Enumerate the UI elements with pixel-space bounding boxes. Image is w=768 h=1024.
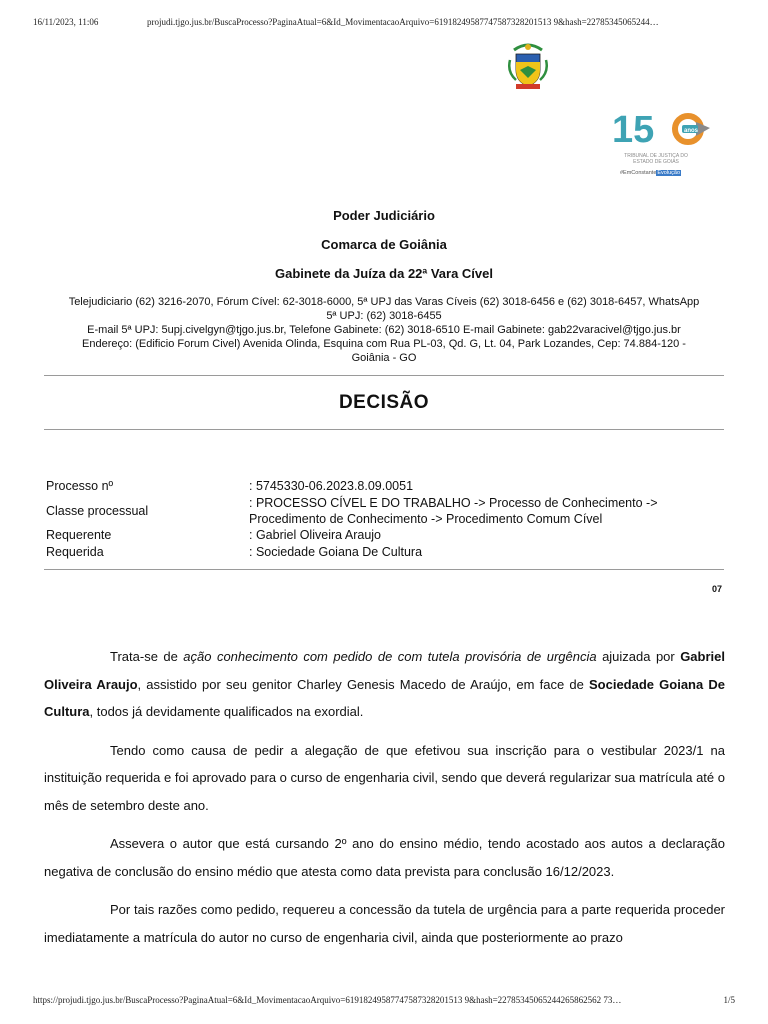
contact-line-address: Endereço: (Edificio Forum Civel) Avenida Olinda, Esquina com Rua PL-03, Qd. G, Lt. 04, Park Lozandes, Cep: 74.884-120 - — [82, 338, 686, 350]
svg-text:anos: anos — [684, 128, 699, 134]
paragraph-3: Assevera o autor que está cursando 2º ano do ensino médio, tendo acostado aos autos a declaração negativa de conclusão do ensino médio que atesta como data prevista para conclusão 16/12/2023. — [44, 836, 725, 879]
logo-court-line2: ESTADO DE GOIÁS — [633, 159, 679, 165]
header-line-office: Gabinete da Juíza da 22ª Vara Cível — [275, 266, 493, 281]
document-code: 07 — [712, 584, 723, 594]
requerente-value: : Gabriel Oliveira Araujo — [249, 528, 382, 542]
print-header-url: projudi.tjgo.jus.br/BuscaProcesso?PaginaAtual=6&Id_MovimentacaoArquivo=61918249587747587328201513 9&hash=22785345065244… — [147, 17, 659, 27]
processo-value: : 5745330-06.2023.8.09.0051 — [249, 479, 414, 493]
case-row-classe — [46, 495, 726, 527]
case-row-requerida — [46, 544, 726, 560]
requerente-label: Requerente — [46, 528, 112, 542]
page-number: 1/5 — [723, 995, 735, 1005]
paragraph-4: Por tais razões como pedido, requereu a concessão da tutela de urgência para a parte requerida proceder imediatamente a matrícula do autor no curso de engenharia civil, ainda que posteriormente ao prazo — [44, 902, 725, 945]
svg-text:15: 15 — [612, 109, 655, 151]
divider-case — [44, 569, 724, 570]
print-datetime: 16/11/2023, 11:06 — [33, 17, 99, 27]
contact-line-whatsapp: 5ª UPJ: (62) 3018-6455 — [326, 310, 442, 322]
logo-court-line1: TRIBUNAL DE JUSTIÇA DO — [624, 153, 688, 159]
header-line-judiciary: Poder Judiciário — [333, 208, 435, 223]
anniversary-logo — [612, 108, 712, 180]
contact-line-phones: Telejudiciario (62) 3216-2070, Fórum Cível: 62-3018-6000, 5ª UPJ das Varas Cíveis (62) 3018-6456 e (62) 3018-6457, WhatsApp — [68, 296, 700, 308]
case-row-processo — [46, 478, 726, 494]
decision-body — [44, 643, 725, 962]
contact-block — [44, 295, 724, 365]
header-line-district: Comarca de Goiânia — [321, 237, 447, 252]
processo-label: Processo nº — [46, 479, 114, 493]
divider-title — [44, 429, 724, 430]
paragraph-2: Tendo como causa de pedir a alegação de que efetivou sua inscrição para o vestibular 2023/1 na instituição requerida e foi aprovado para o curso de engenharia civil, sendo que deverá regularizar sua matrícula até o mês de setembro deste ano. — [44, 742, 725, 813]
requerida-value: : Sociedade Goiana De Cultura — [249, 545, 423, 559]
contact-line-city: Goiânia - GO — [351, 352, 417, 364]
coat-of-arms-icon — [508, 40, 548, 92]
requerida-label: Requerida — [46, 545, 104, 559]
print-footer-url: https://projudi.tjgo.jus.br/BuscaProcesso?PaginaAtual=6&Id_MovimentacaoArquivo=61918249587747587328201513 9&hash=22785345065244265862562 73… — [33, 995, 622, 1005]
classe-value: : PROCESSO CÍVEL E DO TRABALHO -> Processo de Conhecimento -> Procedimento de Conhecimento -> Procedimento Comum Cível — [249, 496, 658, 526]
paragraph-1: Trata-se de ação conhecimento com pedido de com tutela provisória de urgência ajuizada por Gabriel Oliveira Araujo, assistido por seu genitor Charley Genesis Macedo de Araújo, em face de Sociedade Goiana De Cultura, todos já devidamente qualificados na exordial. — [44, 649, 725, 719]
classe-label: Classe processual — [46, 504, 149, 518]
case-row-requerente — [46, 527, 726, 543]
document-title: DECISÃO — [338, 392, 430, 413]
divider-top — [44, 375, 724, 376]
contact-line-emails: E-mail 5ª UPJ: 5upj.civelgyn@tjgo.jus.br, Telefone Gabinete: (62) 3018-6510 E-mail Gabinete: gab22varacivel@tjgo.jus.br — [87, 324, 681, 336]
logo-tagline: #EmConstanteEvolução — [620, 170, 681, 176]
